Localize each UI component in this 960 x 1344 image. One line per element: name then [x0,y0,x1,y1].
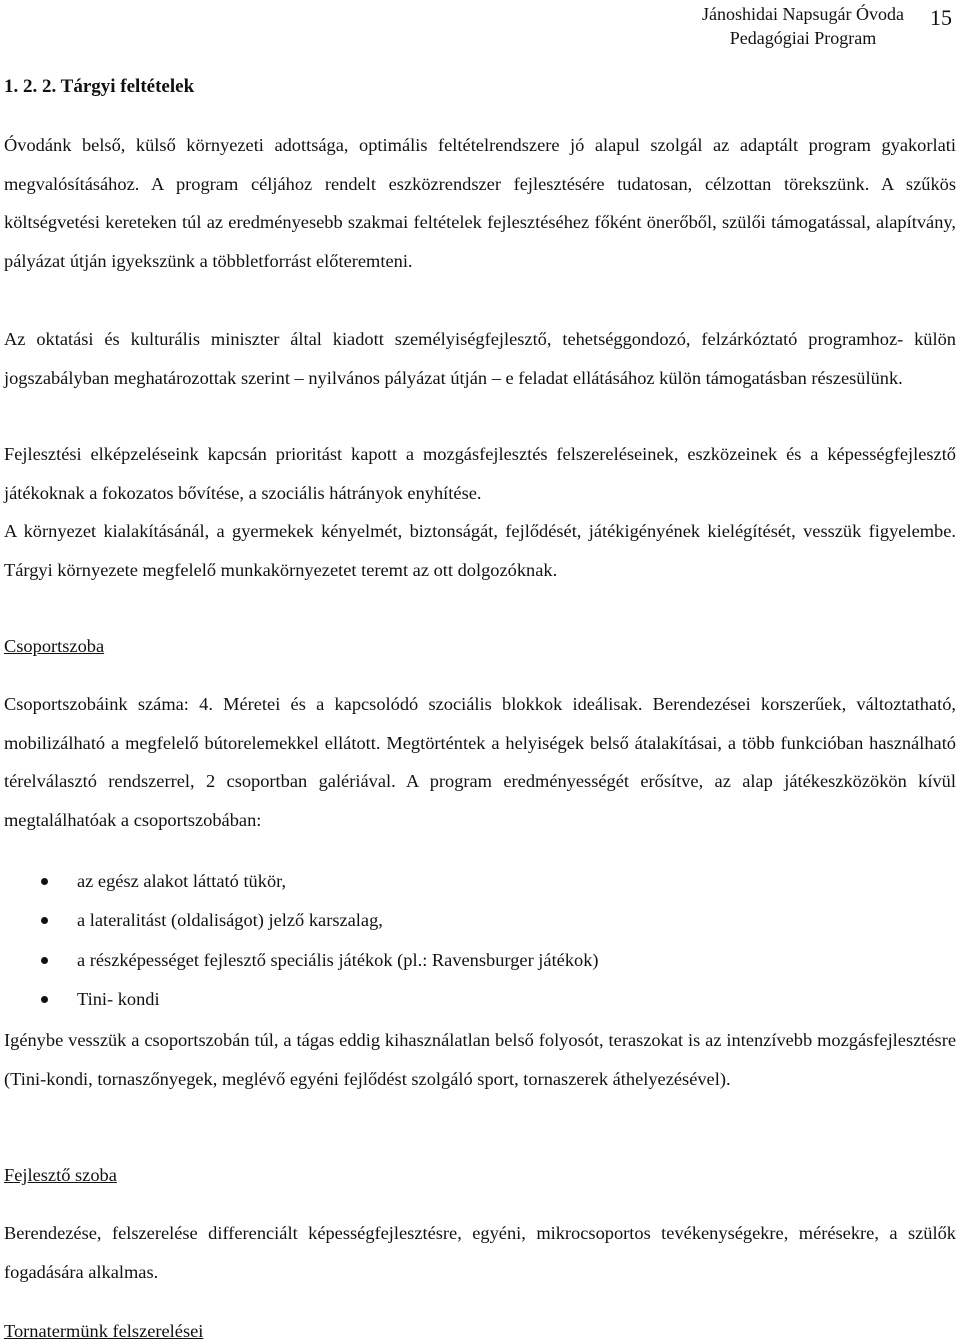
paragraph-funding: Az oktatási és kulturális miniszter által kiadott személyiségfejlesztő, tehetséggondozó, felzárkóztató programhoz- külön jogszabályban meghatározottak szerint – nyilvános pályázat útján – e feladat ellátásához külön támogatásban részesülünk. [4,329,956,388]
bullet-icon [41,996,48,1003]
list-item: a részképességet fejlesztő speciális játékok (pl.: Ravensburger játékok) [4,941,956,980]
bullet-icon [41,917,48,924]
page-header [356,2,956,52]
list-item: Tini- kondi [4,980,956,1019]
list-item: az egész alakot láttató tükör, [4,862,956,901]
paragraph-conditions: Óvodánk belső, külső környezeti adottsága, optimális feltételrendszere jó alapul szolgál az adaptált program gyakorlati megvalósításához. A program céljához rendelt eszközrendszer fejlesztésére tudatosan, célzottan törekszünk. A szűkös költségvetési kereteken túl az eredményesebb szakmai feltételek fejlesztéséhez főként önerőből, szülői támogatással, alapítvány, pályázat útján igyekszünk a többletforrást előteremteni. [4,135,956,271]
document-page [4,0,956,1344]
subheading-tornaterem: Tornatermünk felszerelései [4,1321,204,1341]
paragraph-corridor-use: Igénybe vesszük a csoportszobán túl, a tágas eddig kihasználatlan belső folyosót, teraszokat is az intenzívebb mozgásfejlesztésre (Tini-kondi, tornaszőnyegek, meglévő egyéni fejlődést szolgáló sport, tornaszerek áthelyezésével). [4,1030,956,1089]
subheading-fejleszto-szoba: Fejlesztő szoba [4,1165,117,1185]
bullet-icon [41,957,48,964]
paragraph-development-room: Berendezése, felszerelése differenciált képességfejlesztésre, egyéni, mikrocsoportos tevékenységekre, mérésekre, a szülők fogadására alkalmas. [4,1223,956,1282]
subheading-csoportszoba: Csoportszoba [4,636,105,656]
list-item: a lateralitást (oldaliságot) jelző karszalag, [4,901,956,940]
header-institution: Jánoshidai Napsugár Óvoda [702,4,904,24]
paragraph-group-rooms: Csoportszobáink száma: 4. Méretei és a kapcsolódó szociális blokkok ideálisak. Berendezései korszerűek, változtatható, mobilizálható a megfelelő bútorelemekkel ellátott. Megtörténtek a helyiségek belső átalakításai, a több funkcióban használható térelválasztó rendszerrel, 2 csoportban galériával. A program eredményességét erősítve, az alap játékeszközökön kívül megtalálhatóak a csoportszobában: [4,694,956,830]
equipment-list [4,862,956,1019]
paragraph-development-plans: Fejlesztési elképzeléseink kapcsán prioritást kapott a mozgásfejlesztés felszereléseinek, eszközeinek és a képességfejlesztő játékoknak a fokozatos bővítése, a szociális hátrányok enyhítése. [4,444,956,503]
header-document: Pedagógiai Program [729,28,877,48]
paragraph-environment: A környezet kialakításánál, a gyermekek kényelmét, biztonságát, fejlődését, játékigényének kielégítését, vesszük figyelembe. Tárgyi környezete megfelelő munkakörnyezetet teremt az ott dolgozóknak. [4,521,956,580]
page-number: 15 [930,5,952,30]
bullet-icon [41,878,48,885]
header-text [702,2,904,50]
section-title: 1. 2. 2. Tárgyi feltételek [4,76,195,97]
